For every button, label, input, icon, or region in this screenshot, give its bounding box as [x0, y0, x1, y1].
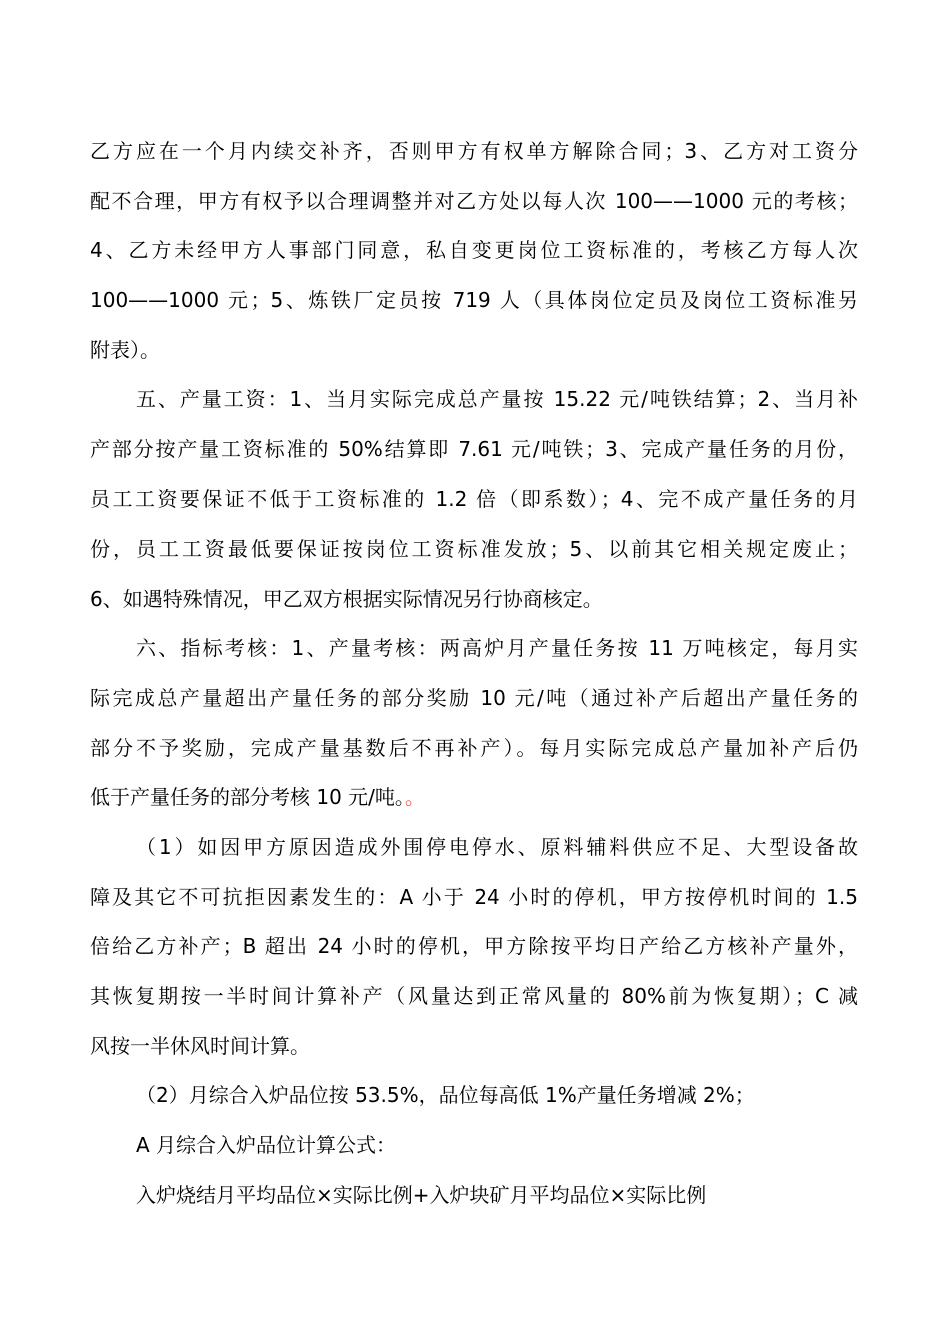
text-line-4: 100——1000 元；5、炼铁厂定员按 719 人（具体岗位定员及岗位工资标准另: [90, 288, 858, 312]
section-five-line-4: 份，员工工资最低要保证按岗位工资标准发放；5、以前其它相关规定废止；: [90, 537, 858, 561]
text-line-5: 附表）。: [90, 338, 160, 362]
clause-1-line-5: 风按一半休风时间计算。: [90, 1034, 310, 1058]
section-six-line-3: 部分不予奖励，完成产量基数后不再补产）。每月实际完成总产量加补产后仍: [90, 736, 858, 760]
section-five-line-3: 员工工资要保证不低于工资标准的 1.2 倍（即系数）；4、完不成产量任务的月: [90, 487, 858, 511]
section-five-line-5: 6、如遇特殊情况，甲乙双方根据实际情况另行协商核定。: [90, 587, 603, 611]
clause-2-line: （2）月综合入炉品位按 53.5%，品位每高低 1%产量任务增减 2%；: [136, 1083, 755, 1107]
text-line-2: 配不合理，甲方有权予以合理调整并对乙方处以每人次 100——1000 元的考核；: [90, 189, 858, 213]
clause-1-line-2: 障及其它不可抗拒因素发生的：A 小于 24 小时的停机，甲方按停机时间的 1.5: [90, 885, 858, 909]
section-six-line-4: [90, 783, 425, 811]
section-six-line-4-text: 低于产量任务的部分考核 10 元/吨。: [90, 785, 405, 809]
formula-line: 入炉烧结月平均品位×实际比例+入炉块矿月平均品位×实际比例: [136, 1183, 707, 1207]
section-six-line-1: 六、指标考核：1、产量考核：两高炉月产量任务按 11 万吨核定，每月实: [136, 636, 858, 660]
text-line-1: 乙方应在一个月内续交补齐，否则甲方有权单方解除合同；3、乙方对工资分: [90, 139, 858, 163]
clause-1-line-1: （1）如因甲方原因造成外围停电停水、原料辅料供应不足、大型设备故: [136, 835, 858, 859]
section-five-line-2: 产部分按产量工资标准的 50%结算即 7.61 元/吨铁；3、完成产量任务的月份，: [90, 437, 858, 461]
section-five-line-1: 五、产量工资：1、当月实际完成总产量按 15.22 元/吨铁结算；2、当月补: [136, 387, 858, 411]
text-line-3: 4、乙方未经甲方人事部门同意，私自变更岗位工资标准的，考核乙方每人次: [90, 238, 858, 262]
section-six-line-2: 际完成总产量超出产量任务的部分奖励 10 元/吨（通过补产后超出产量任务的: [90, 686, 858, 710]
formula-heading: A 月综合入炉品位计算公式：: [136, 1133, 397, 1157]
clause-1-line-3: 倍给乙方补产；B 超出 24 小时的停机，甲方除按平均日产给乙方核补产量外，: [90, 934, 858, 958]
red-period-mark: 。: [404, 785, 425, 809]
clause-1-line-4: 其恢复期按一半时间计算补产（风量达到正常风量的 80%前为恢复期）；C 减: [90, 984, 858, 1008]
